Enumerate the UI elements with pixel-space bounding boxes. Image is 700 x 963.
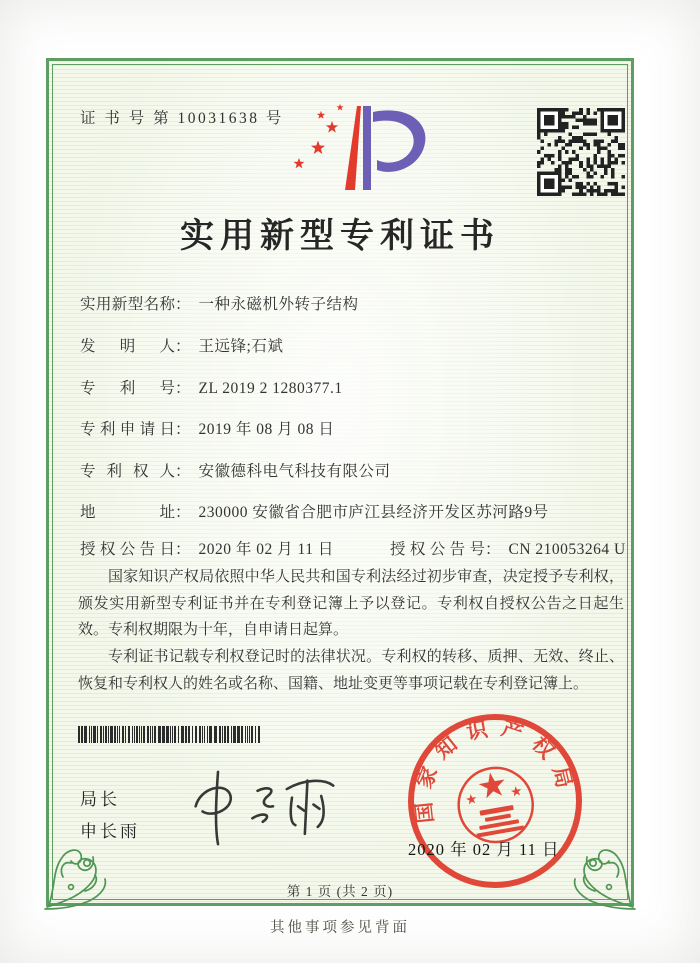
colon: ： (175, 380, 191, 397)
director-block (80, 784, 140, 849)
field-label: 专利权人 (80, 463, 175, 480)
field-inventor (80, 334, 625, 356)
grant-date-value: 2020 年 02 月 11 日 (198, 541, 334, 558)
legal-text-block (78, 564, 624, 697)
signature-handwriting-icon (175, 762, 347, 854)
qr-code-icon (537, 108, 625, 196)
field-patent-number (80, 376, 625, 398)
field-value: 王远锋;石斌 (198, 338, 284, 355)
colon: ： (175, 541, 191, 558)
legal-paragraph: 国家知识产权局依照中华人民共和国专利法经过初步审查，决定授予专利权，颁发实用新型专利证书并在专利登记簿上予以登记。专利权自授权公告之日起生效。专利权期限为十年，自申请日起算。 (78, 569, 624, 639)
colon: ： (175, 296, 191, 313)
field-label: 地址 (80, 504, 175, 521)
official-seal-icon (390, 696, 601, 907)
field-value: 2019 年 08 月 08 日 (198, 421, 335, 438)
field-label: 专利申请日 (80, 421, 175, 438)
field-label: 发明人 (80, 338, 175, 355)
legal-paragraph: 专利证书记载专利权登记时的法律状况。专利权的转移、质押、无效、终止、恢复和专利权人的姓名或名称、国籍、地址变更等事项记载在专利登记簿上。 (78, 649, 624, 692)
colon: ： (175, 338, 191, 355)
certificate-title: 实用新型专利证书 (180, 218, 500, 255)
barcode-icon (78, 726, 263, 743)
field-label: 实用新型名称 (80, 296, 175, 313)
field-application-date (80, 417, 625, 439)
field-address (80, 500, 625, 522)
field-label: 授权公告日 (80, 541, 175, 558)
seal-date: 2020 年 02 月 11 日 (408, 840, 560, 859)
field-value: 230000 安徽省合肥市庐江县经济开发区苏河路9号 (198, 504, 549, 521)
colon: ： (175, 463, 191, 480)
field-label: 授权公告号 (390, 541, 485, 558)
svg-text:国家知识产权局 (398, 703, 580, 826)
page-number: 第 1 页 (共 2 页) (286, 884, 394, 899)
field-value: 安徽德科电气科技有限公司 (198, 463, 391, 480)
director-title: 局长 (80, 790, 120, 809)
cnipa-logo-icon (285, 100, 437, 194)
field-patentee (80, 459, 625, 481)
field-value: ZL 2019 2 1280377.1 (198, 380, 343, 397)
field-value: 一种永磁机外转子结构 (198, 296, 359, 313)
colon: ： (485, 541, 501, 558)
field-label: 专利号 (80, 380, 175, 397)
footer-note: 其他事项参见背面 (270, 920, 410, 936)
certificate-number: 证 书 号 第 10031638 号 (80, 110, 284, 127)
field-grant-row (80, 537, 625, 559)
grant-number-value: CN 210053264 U (508, 541, 626, 558)
seal-text: 国家知识产权局 (410, 715, 580, 825)
field-utility-model-name (80, 292, 625, 314)
director-name: 申长雨 (80, 822, 140, 842)
colon: ： (175, 421, 191, 438)
field-grant-number (390, 537, 626, 559)
national-emblem (453, 762, 539, 848)
colon: ： (175, 504, 191, 521)
